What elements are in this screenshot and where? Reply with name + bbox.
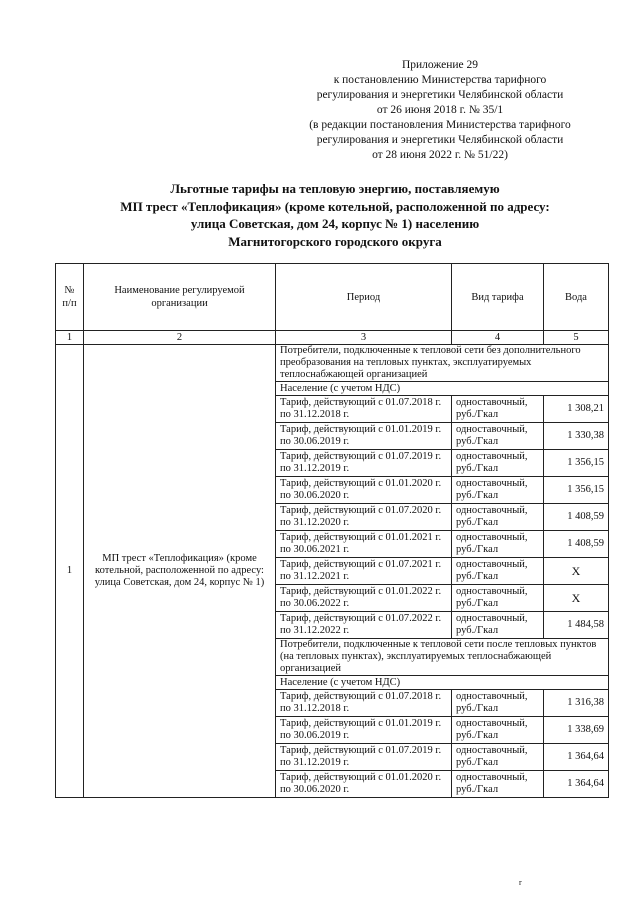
- tariff-type: одноставочный, руб./Гкал: [452, 423, 544, 450]
- tariff-period: Тариф, действующий с 01.07.2020 г. по 31.12.2020 г.: [276, 504, 452, 531]
- tariff-value: 1 316,38: [544, 690, 609, 717]
- tariff-value: X: [544, 585, 609, 612]
- tariff-period: Тариф, действующий с 01.07.2018 г. по 31.12.2018 г.: [276, 690, 452, 717]
- tariff-period: Тариф, действующий с 01.07.2018 г. по 31.12.2018 г.: [276, 396, 452, 423]
- title-line: МП трест «Теплофикация» (кроме котельной, расположенной по адресу:: [120, 198, 550, 214]
- tariff-value: 1 484,58: [544, 612, 609, 639]
- tariff-type: одноставочный, руб./Гкал: [452, 690, 544, 717]
- tariff-type: одноставочный, руб./Гкал: [452, 477, 544, 504]
- appendix-line: к постановлению Министерства тарифного: [333, 74, 547, 86]
- col-number: 2: [84, 331, 276, 345]
- tariff-value: 1 364,64: [544, 744, 609, 771]
- title-line: Магнитогорского городского округа: [228, 233, 442, 249]
- section-heading: Потребители, подключенные к тепловой сети после тепловых пунктов (на тепловых пунктах), эксплуатируемых теплоснабжающей организацией: [276, 639, 609, 676]
- tariff-value: 1 338,69: [544, 717, 609, 744]
- title-line: Льготные тарифы на тепловую энергию, поставляемую: [170, 181, 500, 196]
- tariff-type: одноставочный, руб./Гкал: [452, 396, 544, 423]
- header-num: № п/п: [56, 264, 84, 331]
- tariff-period: Тариф, действующий с 01.01.2022 г. по 30.06.2022 г.: [276, 585, 452, 612]
- row-number: 1: [56, 345, 84, 798]
- tariff-period: Тариф, действующий с 01.01.2020 г. по 30.06.2020 г.: [276, 771, 452, 798]
- tariff-value: 1 308,21: [544, 396, 609, 423]
- appendix-line: (в редакции постановления Министерства тарифного: [309, 119, 571, 131]
- col-number: 4: [452, 331, 544, 345]
- tariff-period: Тариф, действующий с 01.07.2019 г. по 31.12.2019 г.: [276, 450, 452, 477]
- tariff-table: [55, 263, 609, 798]
- footer-mark: r: [519, 878, 522, 887]
- tariff-value: 1 408,59: [544, 531, 609, 558]
- tariff-period: Тариф, действующий с 01.01.2020 г. по 30.06.2020 г.: [276, 477, 452, 504]
- appendix-line: от 28 июня 2022 г. № 51/22): [372, 149, 508, 161]
- header-water: Вода: [544, 264, 609, 331]
- appendix-line: от 26 июня 2018 г. № 35/1: [376, 104, 504, 116]
- tariff-value: 1 330,38: [544, 423, 609, 450]
- col-number: 1: [56, 331, 84, 345]
- tariff-period: Тариф, действующий с 01.07.2019 г. по 31.12.2019 г.: [276, 744, 452, 771]
- header-org: Наименование регулируемой организации: [84, 264, 276, 331]
- document-title: [55, 180, 615, 250]
- tariff-type: одноставочный, руб./Гкал: [452, 771, 544, 798]
- header-period: Период: [276, 264, 452, 331]
- col-number: 5: [544, 331, 609, 345]
- table-header-row: [56, 264, 609, 331]
- title-line: улица Советская, дом 24, корпус № 1) населению: [190, 216, 480, 231]
- appendix-line: регулирования и энергетики Челябинской области: [316, 134, 564, 146]
- tariff-period: Тариф, действующий с 01.01.2021 г. по 30.06.2021 г.: [276, 531, 452, 558]
- tariff-value: 1 356,15: [544, 477, 609, 504]
- tariff-type: одноставочный, руб./Гкал: [452, 558, 544, 585]
- tariff-type: одноставочный, руб./Гкал: [452, 531, 544, 558]
- tariff-type: одноставочный, руб./Гкал: [452, 612, 544, 639]
- tariff-value: X: [544, 558, 609, 585]
- organization-name: МП трест «Теплофикация» (кроме котельной, расположенной по адресу: улица Советская, дом 24, корпус № 1): [84, 345, 276, 798]
- header-type: Вид тарифа: [452, 264, 544, 331]
- col-number: 3: [276, 331, 452, 345]
- tariff-type: одноставочный, руб./Гкал: [452, 585, 544, 612]
- appendix-line: Приложение 29: [401, 59, 479, 71]
- tariff-value: 1 408,59: [544, 504, 609, 531]
- tariff-type: одноставочный, руб./Гкал: [452, 744, 544, 771]
- population-label: Население (с учетом НДС): [276, 676, 609, 690]
- tariff-type: одноставочный, руб./Гкал: [452, 450, 544, 477]
- tariff-period: Тариф, действующий с 01.07.2022 г. по 31.12.2022 г.: [276, 612, 452, 639]
- population-label: Население (с учетом НДС): [276, 382, 609, 396]
- tariff-period: Тариф, действующий с 01.01.2019 г. по 30.06.2019 г.: [276, 717, 452, 744]
- tariff-period: Тариф, действующий с 01.07.2021 г. по 31.12.2021 г.: [276, 558, 452, 585]
- section-heading-row: [56, 345, 609, 382]
- section-heading: Потребители, подключенные к тепловой сети без дополнительного преобразования на тепловых пунктах, эксплуатируемых теплоснабжающей организацией: [276, 345, 609, 382]
- tariff-value: 1 356,15: [544, 450, 609, 477]
- appendix-block: [270, 58, 610, 163]
- column-number-row: [56, 331, 609, 345]
- tariff-type: одноставочный, руб./Гкал: [452, 504, 544, 531]
- tariff-value: 1 364,64: [544, 771, 609, 798]
- tariff-type: одноставочный, руб./Гкал: [452, 717, 544, 744]
- appendix-line: регулирования и энергетики Челябинской области: [316, 89, 564, 101]
- tariff-period: Тариф, действующий с 01.01.2019 г. по 30.06.2019 г.: [276, 423, 452, 450]
